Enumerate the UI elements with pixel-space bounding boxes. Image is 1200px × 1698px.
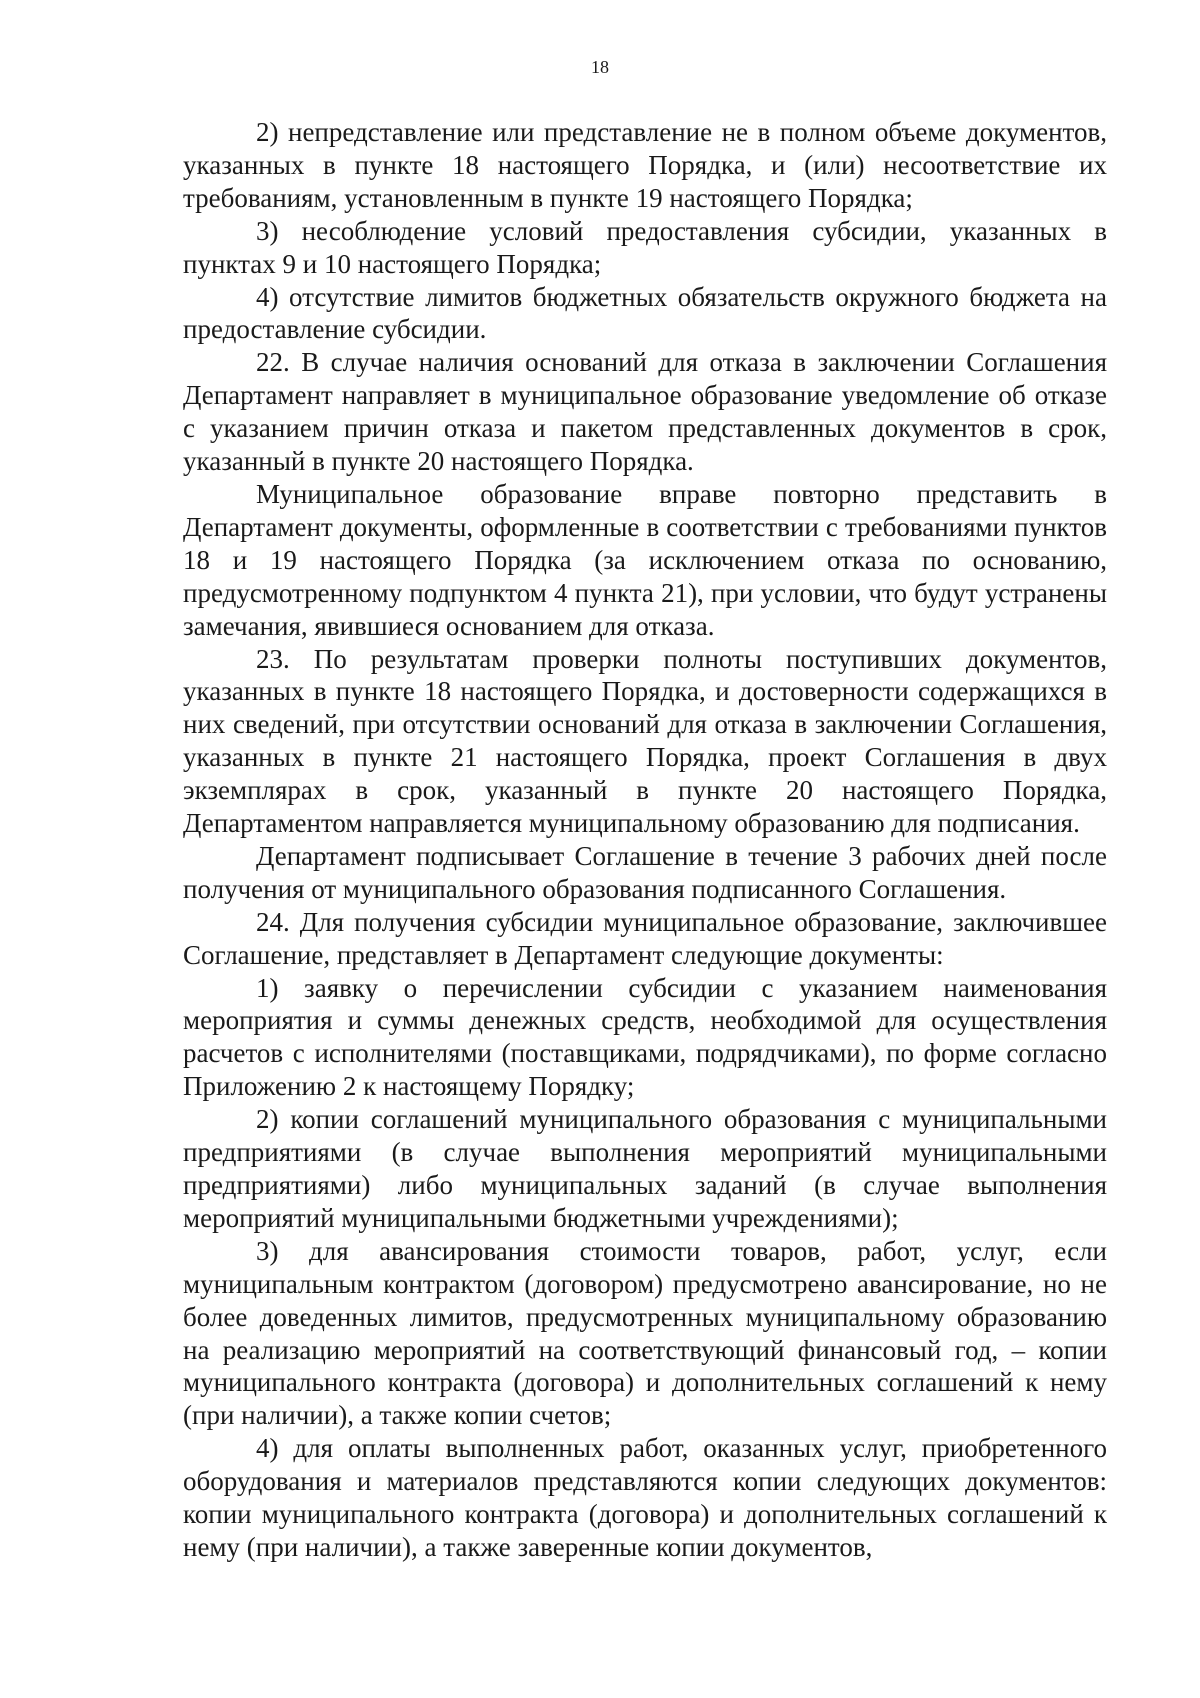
document-body (183, 116, 1107, 1564)
paragraph-signing: Департамент подписывает Соглашение в течение 3 рабочих дней после получения от муниципального образования подписанного Соглашения. (183, 840, 1107, 904)
paragraph-item-3-refusal-ground: 3) несоблюдение условий предоставления субсидии, указанных в пунктах 9 и 10 настоящего Порядка; (183, 215, 1107, 279)
paragraph-document-2: 2) копии соглашений муниципального образования с муниципальными предприятиями (в случае выполнения мероприятий муниципальными предприятиями) либо муниципальных заданий (в случае выполнения мероприятий муниципальными бюджетными учреждениями); (183, 1104, 1107, 1233)
paragraph-item-2-refusal-ground: 2) непредставление или представление не в полном объеме документов, указанных в пункте 18 настоящего Порядка, и (или) несоответствие их требованиям, установленным в пункте 19 настоящего Порядка; (183, 117, 1107, 213)
paragraph-clause-24: 24. Для получения субсидии муниципальное образование, заключившее Соглашение, представляет в Департамент следующие документы: (183, 906, 1107, 970)
page-number: 18 (591, 57, 609, 77)
paragraph-document-1: 1) заявку о перечислении субсидии с указанием наименования мероприятия и суммы денежных средств, необходимой для осуществления расчетов с исполнителями (поставщиками, подрядчиками), по форме согласно Приложению 2 к настоящему Порядку; (183, 972, 1107, 1102)
paragraph-resubmission: Муниципальное образование вправе повторно представить в Департамент документы, оформленные в соответствии с требованиями пунктов 18 и 19 настоящего Порядка (за исключением отказа по основанию, предусмотренному подпунктом 4 пункта 21), при условии, что будут устранены замечания, явившиеся основанием для отказа. (183, 478, 1107, 641)
paragraph-item-4-refusal-ground: 4) отсутствие лимитов бюджетных обязательств окружного бюджета на предоставление субсидии. (183, 281, 1107, 345)
paragraph-document-4: 4) для оплаты выполненных работ, оказанных услуг, приобретенного оборудования и материалов представляются копии следующих документов: копии муниципального контракта (договора) и дополнительных соглашений к нему (при наличии), а также заверенные копии документов, (183, 1433, 1107, 1562)
paragraph-document-3: 3) для авансирования стоимости товаров, работ, услуг, если муниципальным контрактом (договором) предусмотрено авансирование, но не более доведенных лимитов, предусмотренных муниципальному образованию на реализацию мероприятий на соответствующий финансовый год, – копии муниципального контракта (договора) и дополнительных соглашений к нему (при наличии), а также копии счетов; (183, 1235, 1107, 1431)
paragraph-clause-22: 22. В случае наличия оснований для отказа в заключении Соглашения Департамент направляет в муниципальное образование уведомление об отказе с указанием причин отказа и пакетом представленных документов в срок, указанный в пункте 20 настоящего Порядка. (183, 347, 1107, 477)
paragraph-clause-23: 23. По результатам проверки полноты поступивших документов, указанных в пункте 18 настоящего Порядка, и достоверности содержащихся в них сведений, при отсутствии оснований для отказа в заключении Соглашения, указанных в пункте 21 настоящего Порядка, проект Соглашения в двух экземплярах в срок, указанный в пункте 20 настоящего Порядка, Департаментом направляется муниципальному образованию для подписания. (183, 643, 1107, 839)
